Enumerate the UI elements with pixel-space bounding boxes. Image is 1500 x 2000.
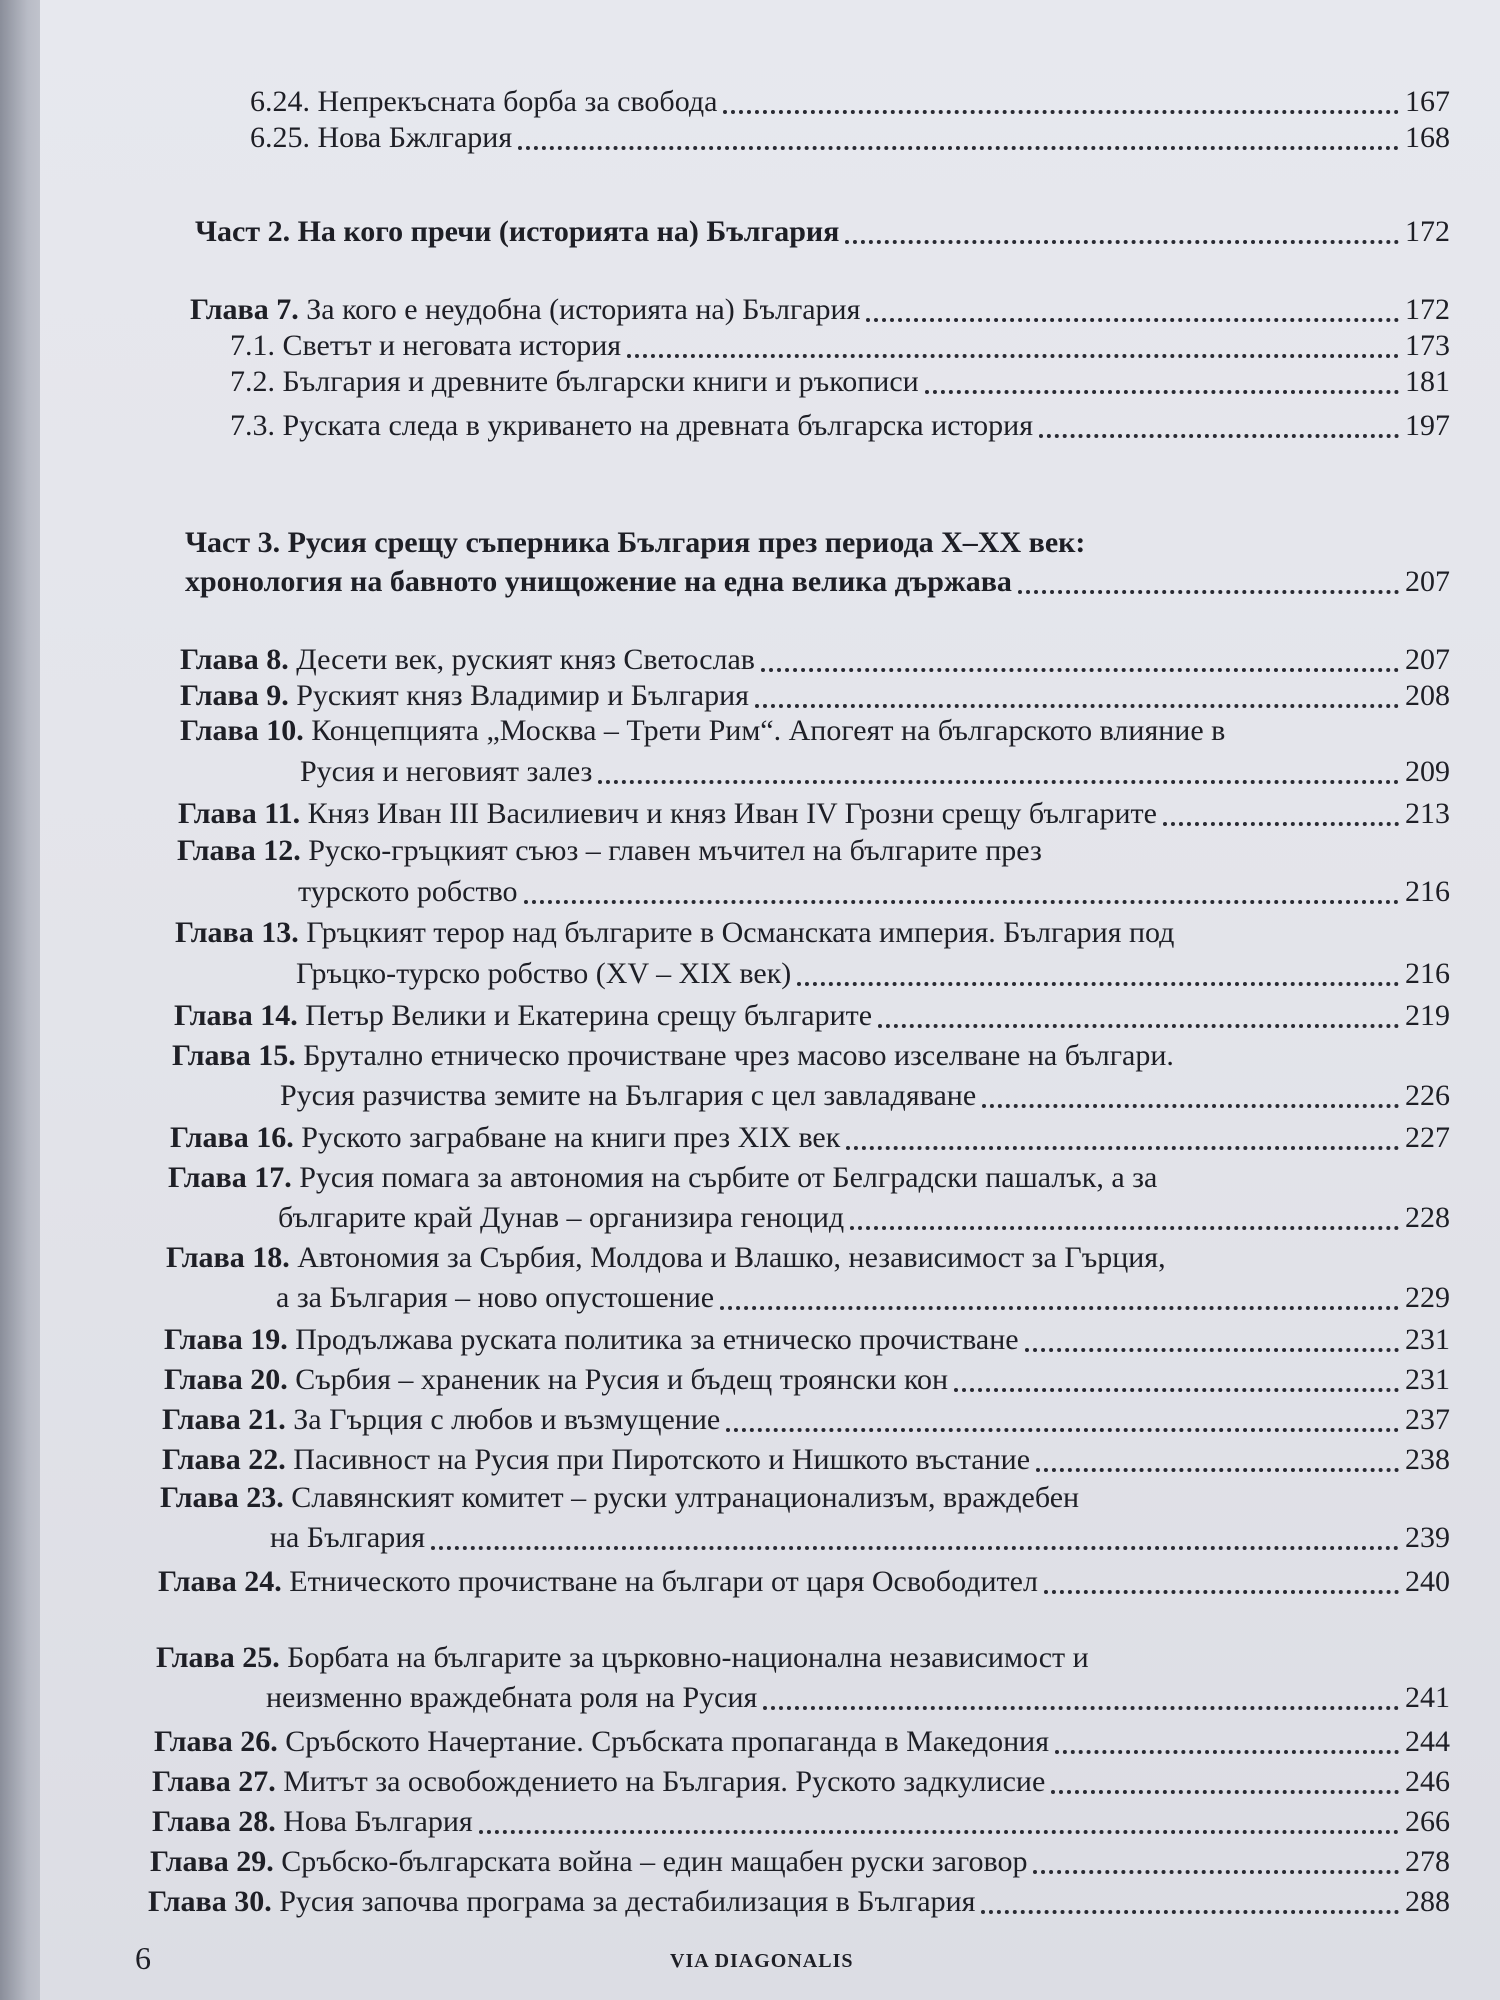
toc-chapter-13: [296, 952, 1450, 992]
chapter-prefix: Глава 29.: [150, 1845, 274, 1878]
publisher-name: VIA DIAGONALIS: [670, 1950, 854, 1972]
toc-page: 231: [1405, 1363, 1450, 1396]
toc-label: 7.1. Светът и неговата история: [230, 329, 622, 362]
toc-label: Петър Велики и Екатерина срещу българите: [305, 999, 873, 1032]
toc-label: Пасивност на Русия при Пиротското и Нишкото въстание: [293, 1443, 1031, 1476]
chapter-prefix: Глава 9.: [180, 679, 289, 712]
chapter-prefix: Глава 21.: [162, 1403, 286, 1436]
toc-chapter-17: [278, 1196, 1450, 1236]
chapter-prefix: Глава 20.: [164, 1363, 288, 1396]
leader-dots: [763, 1706, 1399, 1710]
leader-dots: [726, 1428, 1399, 1432]
toc-label: Княз Иван III Василиевич и княз Иван IV Грозни срещу българите: [307, 797, 1157, 830]
toc-label: Русия помага за автономия на сърбите от Белградски пашалък, а за: [299, 1161, 1158, 1194]
leader-dots: [878, 1024, 1399, 1028]
toc-chapter-18-line-1: [166, 1240, 1166, 1276]
chapter-prefix: Глава 16.: [170, 1121, 294, 1154]
leader-dots: [954, 1388, 1399, 1392]
leader-dots: [1044, 1590, 1399, 1594]
toc-page: 168: [1405, 121, 1450, 154]
toc-page: 288: [1405, 1885, 1450, 1918]
toc-chapter-15-line-1: [172, 1038, 1174, 1074]
leader-dots: [1051, 1790, 1399, 1794]
chapter-prefix: Глава 15.: [172, 1039, 296, 1072]
toc-part-3-line-1: Част 3. Русия срещу съперника България през периода X–XX век:: [185, 526, 1086, 559]
toc-label: хронология на бавното унищожение на една велика държава: [185, 565, 1012, 598]
toc-label: на България: [270, 1521, 426, 1554]
leader-dots: [1033, 1870, 1399, 1874]
toc-chapter-10-line-1: [180, 713, 1225, 749]
toc-label: За Гърция с любов и възмущение: [293, 1403, 721, 1436]
toc-label: Гръцко-турско робство (XV – XIX век): [296, 957, 792, 990]
toc-label: 7.3. Руската следа в укриването на древната българска история: [230, 409, 1034, 442]
leader-dots: [1039, 434, 1399, 438]
toc-part-2: [195, 210, 1450, 250]
toc-chapter-9: [180, 674, 1450, 714]
leader-dots: [518, 146, 1399, 150]
toc-chapter-17-line-1: [168, 1160, 1157, 1196]
toc-chapter-11: [178, 792, 1450, 832]
toc-label: Борбата на българите за църковно-национална независимост и: [287, 1641, 1089, 1674]
leader-dots: [431, 1546, 1399, 1550]
toc-chapter-22: [162, 1438, 1450, 1478]
toc-entry-7-1: [230, 324, 1450, 364]
leader-dots: [627, 354, 1399, 358]
toc-page: 172: [1405, 215, 1450, 248]
leader-dots: [1018, 590, 1399, 594]
chapter-prefix: Глава 17.: [168, 1161, 292, 1194]
toc-page: 216: [1405, 875, 1450, 908]
toc-label: Брутално етническо прочистване чрез масово изселване на българи.: [303, 1039, 1174, 1072]
toc-label: Десети век, руският княз Светослав: [296, 643, 755, 676]
toc-label: турското робство: [298, 875, 518, 908]
toc-page: 181: [1405, 365, 1450, 398]
toc-chapter-20: [164, 1358, 1450, 1398]
leader-dots: [850, 1226, 1399, 1230]
toc-label: Сърбия – храненик на Русия и бъдещ троянски кон: [295, 1363, 949, 1396]
leader-dots: [1055, 1750, 1399, 1754]
toc-label: Славянският комитет – руски ултранационализъм, враждебен: [291, 1481, 1080, 1514]
leader-dots: [1025, 1348, 1399, 1352]
toc-chapter-12-line-1: [177, 833, 1042, 869]
toc-chapter-8: [180, 638, 1450, 678]
leader-dots: [1163, 822, 1399, 826]
chapter-prefix: Глава 11.: [178, 797, 301, 830]
chapter-prefix: Глава 7.: [190, 293, 299, 326]
toc-chapter-12: [298, 870, 1450, 910]
chapter-prefix: Глава 14.: [174, 999, 298, 1032]
toc-chapter-27: [152, 1760, 1450, 1800]
toc-label: Руският княз Владимир и България: [296, 679, 749, 712]
toc-entry-7-2: [230, 360, 1450, 400]
toc-label: Сръбско-българската война – един мащабен руски заговор: [281, 1845, 1028, 1878]
leader-dots: [479, 1830, 1399, 1834]
toc-chapter-23-line-1: [160, 1480, 1079, 1516]
toc-chapter-30: [148, 1880, 1450, 1920]
toc-page: 226: [1405, 1079, 1450, 1112]
toc-chapter-13-line-1: [175, 915, 1174, 951]
toc-label: Руско-гръцкият съюз – главен мъчител на българите през: [308, 834, 1042, 867]
chapter-prefix: Глава 12.: [177, 834, 301, 867]
toc-page: 216: [1405, 957, 1450, 990]
toc-page: 197: [1405, 409, 1450, 442]
toc-label: 6.24. Непрекъсната борба за свобода: [250, 85, 718, 118]
toc-label: Продължава руската политика за етническо прочистване: [295, 1323, 1019, 1356]
toc-page: 227: [1405, 1121, 1450, 1154]
leader-dots: [755, 704, 1399, 708]
toc-page: 167: [1405, 85, 1450, 118]
leader-dots: [761, 668, 1399, 672]
toc-page: 238: [1405, 1443, 1450, 1476]
toc-label: българите край Дунав – организира геноцид: [278, 1201, 845, 1234]
toc-chapter-7: [190, 288, 1450, 328]
toc-page: 207: [1405, 643, 1450, 676]
toc-label: Етническото прочистване на българи от царя Освободител: [289, 1565, 1038, 1598]
toc-label: Автономия за Сърбия, Молдова и Влашко, независимост за Гърция,: [297, 1241, 1166, 1274]
leader-dots: [981, 1910, 1399, 1914]
toc-page: 213: [1405, 797, 1450, 830]
toc-page: 266: [1405, 1805, 1450, 1838]
toc-chapter-18: [276, 1276, 1450, 1316]
toc-page: 244: [1405, 1725, 1450, 1758]
leader-dots: [925, 390, 1399, 394]
chapter-prefix: Глава 19.: [164, 1323, 288, 1356]
chapter-prefix: Глава 13.: [175, 916, 299, 949]
toc-chapter-14: [174, 994, 1450, 1034]
toc-label: 7.2. България и древните български книги и ръкописи: [230, 365, 919, 398]
chapter-prefix: Глава 24.: [158, 1565, 282, 1598]
toc-page: 208: [1405, 679, 1450, 712]
chapter-prefix: Глава 22.: [162, 1443, 286, 1476]
chapter-prefix: Глава 30.: [148, 1885, 272, 1918]
toc-label: Русия започва програма за дестабилизация в България: [279, 1885, 976, 1918]
leader-dots: [846, 1146, 1399, 1150]
toc-page: 240: [1405, 1565, 1450, 1598]
toc-chapter-15: [280, 1074, 1450, 1114]
toc-chapter-19: [164, 1318, 1450, 1358]
toc-page: 246: [1405, 1765, 1450, 1798]
leader-dots: [598, 780, 1399, 784]
chapter-prefix: Глава 27.: [152, 1765, 276, 1798]
leader-dots: [982, 1104, 1399, 1108]
leader-dots: [1036, 1468, 1399, 1472]
toc-label: а за България – ново опустошение: [276, 1281, 715, 1314]
leader-dots: [866, 318, 1399, 322]
toc-page: 172: [1405, 293, 1450, 326]
page-number: 6: [135, 1940, 151, 1976]
chapter-prefix: Глава 10.: [180, 714, 304, 747]
toc-page: 219: [1405, 999, 1450, 1032]
toc-label: Митът за освобождението на България. Руското задкулисие: [283, 1765, 1046, 1798]
chapter-prefix: Глава 25.: [156, 1641, 280, 1674]
toc-label: Русия и неговият залез: [300, 755, 593, 788]
table-of-contents: [40, 0, 1500, 1930]
toc-entry-6-25: [250, 116, 1450, 156]
toc-chapter-21: [162, 1398, 1450, 1438]
toc-page: 231: [1405, 1323, 1450, 1356]
toc-label: Нова България: [283, 1805, 473, 1838]
toc-page: 207: [1405, 565, 1450, 598]
leader-dots: [524, 900, 1399, 904]
toc-label: 6.25. Нова Бжлгария: [250, 121, 513, 154]
book-page: [40, 0, 1500, 2000]
toc-chapter-16: [170, 1116, 1450, 1156]
chapter-prefix: Глава 8.: [180, 643, 289, 676]
toc-chapter-25-line-1: [156, 1640, 1089, 1676]
toc-chapter-28: [152, 1800, 1450, 1840]
toc-label: Руското заграбване на книги през XIX век: [301, 1121, 841, 1154]
toc-entry-7-3: [230, 404, 1450, 444]
toc-page: 228: [1405, 1201, 1450, 1234]
leader-dots: [720, 1306, 1399, 1310]
toc-page: 173: [1405, 329, 1450, 362]
chapter-prefix: Глава 28.: [152, 1805, 276, 1838]
toc-label: неизменно враждебната роля на Русия: [266, 1681, 758, 1714]
toc-chapter-29: [150, 1840, 1450, 1880]
toc-chapter-23: [270, 1516, 1450, 1556]
leader-dots: [797, 982, 1399, 986]
chapter-prefix: Глава 23.: [160, 1481, 284, 1514]
toc-label: Русия разчиства земите на България с цел завладяване: [280, 1079, 977, 1112]
toc-chapter-10: [300, 750, 1450, 790]
toc-chapter-26: [154, 1720, 1450, 1760]
toc-part-3: [185, 560, 1450, 600]
leader-dots: [845, 240, 1399, 244]
chapter-prefix: Глава 26.: [154, 1725, 278, 1758]
toc-label: Част 2. На кого пречи (историята на) България: [195, 215, 840, 248]
toc-label: За кого е неудобна (историята на) България: [306, 293, 861, 326]
toc-label: Гръцкият терор над българите в Османската империя. България под: [306, 916, 1175, 949]
chapter-prefix: Глава 18.: [166, 1241, 290, 1274]
toc-page: 229: [1405, 1281, 1450, 1314]
leader-dots: [723, 110, 1399, 114]
toc-entry-6-24: [250, 80, 1450, 120]
toc-page: 241: [1405, 1681, 1450, 1714]
toc-page: 239: [1405, 1521, 1450, 1554]
toc-page: 278: [1405, 1845, 1450, 1878]
toc-page: 209: [1405, 755, 1450, 788]
toc-chapter-25: [266, 1676, 1450, 1716]
toc-label: Сръбското Начертание. Сръбската пропаганда в Македония: [285, 1725, 1050, 1758]
toc-label: Концепцията „Москва – Трети Рим“. Апогеят на българското влияние в: [311, 714, 1226, 747]
toc-page: 237: [1405, 1403, 1450, 1436]
toc-chapter-24: [158, 1560, 1450, 1600]
